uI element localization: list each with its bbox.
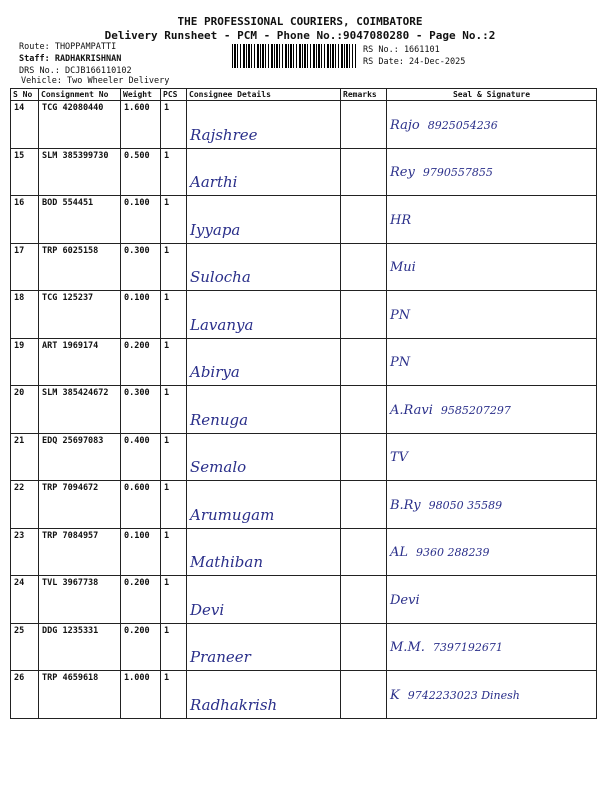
- remarks-cell: [341, 671, 387, 719]
- sno-cell: 17: [11, 243, 39, 291]
- consignee-cell: Mathiban: [187, 528, 341, 576]
- pcs-cell: 1: [161, 148, 187, 196]
- signature-mark: Devi: [390, 592, 420, 608]
- consignee-cell: Lavanya: [187, 291, 341, 339]
- weight-cell: 1.600: [121, 101, 161, 149]
- column-header-consignee: Consignee Details: [187, 89, 341, 101]
- consignee-cell: Renuga: [187, 386, 341, 434]
- pcs-cell: 1: [161, 386, 187, 434]
- consignment-cell: EDQ 25697083: [39, 433, 121, 481]
- signature-mark: TV: [390, 450, 409, 466]
- table-row: [11, 101, 597, 149]
- consignment-cell: TRP 6025158: [39, 243, 121, 291]
- pcs-cell: 1: [161, 671, 187, 719]
- table-row: [11, 528, 597, 576]
- pcs-cell: 1: [161, 623, 187, 671]
- table-row: [11, 196, 597, 244]
- consignee-cell: Praneer: [187, 623, 341, 671]
- weight-cell: 0.100: [121, 528, 161, 576]
- consignment-cell: DDG 1235331: [39, 623, 121, 671]
- consignment-cell: TRP 7094672: [39, 481, 121, 529]
- signature-cell: [387, 528, 597, 576]
- signature-cell: [387, 671, 597, 719]
- remarks-cell: [341, 101, 387, 149]
- signature-mark: B.Ry: [390, 497, 421, 513]
- remarks-cell: [341, 481, 387, 529]
- consignment-cell: TRP 7084957: [39, 528, 121, 576]
- sno-cell: 19: [11, 338, 39, 386]
- remarks-cell: [341, 243, 387, 291]
- signature-phone: 7397192671: [432, 641, 503, 655]
- table-header-row: [11, 89, 597, 101]
- signature-mark: K: [390, 687, 400, 703]
- vehicle-label: Vehicle: Two Wheeler Delivery: [21, 76, 170, 86]
- table-row: [11, 671, 597, 719]
- weight-cell: 0.400: [121, 433, 161, 481]
- company-name: THE PROFESSIONAL COURIERS, COIMBATORE: [177, 15, 423, 28]
- signature-mark: Rajo: [390, 117, 420, 133]
- table-row: [11, 576, 597, 624]
- signature-phone: 98050 35589: [428, 498, 503, 512]
- remarks-cell: [341, 196, 387, 244]
- pcs-cell: 1: [161, 481, 187, 529]
- signature-cell: [387, 386, 597, 434]
- rs-number: RS No.: 1661101: [363, 45, 440, 55]
- remarks-cell: [341, 576, 387, 624]
- table-row: [11, 148, 597, 196]
- signature-mark: M.M.: [390, 640, 425, 656]
- sno-cell: 15: [11, 148, 39, 196]
- consignment-cell: TRP 4659618: [39, 671, 121, 719]
- pcs-cell: 1: [161, 243, 187, 291]
- consignment-cell: TCG 125237: [39, 291, 121, 339]
- consignment-cell: SLM 385399730: [39, 148, 121, 196]
- signature-mark: Rey: [390, 165, 415, 181]
- consignment-cell: BOD 554451: [39, 196, 121, 244]
- sno-cell: 16: [11, 196, 39, 244]
- sno-cell: 26: [11, 671, 39, 719]
- signature-cell: [387, 101, 597, 149]
- sno-cell: 22: [11, 481, 39, 529]
- weight-cell: 0.100: [121, 291, 161, 339]
- pcs-cell: 1: [161, 338, 187, 386]
- remarks-cell: [341, 291, 387, 339]
- remarks-cell: [341, 148, 387, 196]
- remarks-cell: [341, 386, 387, 434]
- weight-cell: 0.200: [121, 623, 161, 671]
- pcs-cell: 1: [161, 291, 187, 339]
- signature-mark: HR: [390, 212, 412, 228]
- column-header-signature: Seal & Signature: [387, 89, 597, 101]
- consignee-cell: Aarthi: [187, 148, 341, 196]
- signature-cell: [387, 291, 597, 339]
- staff-label: Staff: RADHAKRISHNAN: [19, 54, 122, 64]
- table-row: [11, 291, 597, 339]
- runsheet-table: [10, 88, 597, 719]
- signature-cell: [387, 148, 597, 196]
- sno-cell: 25: [11, 623, 39, 671]
- table-row: [11, 243, 597, 291]
- table-row: [11, 623, 597, 671]
- weight-cell: 0.300: [121, 386, 161, 434]
- sno-cell: 18: [11, 291, 39, 339]
- consignment-cell: SLM 385424672: [39, 386, 121, 434]
- rs-date: RS Date: 24-Dec-2025: [363, 57, 466, 67]
- sno-cell: 23: [11, 528, 39, 576]
- pcs-cell: 1: [161, 101, 187, 149]
- signature-cell: [387, 433, 597, 481]
- signature-phone: 9742233023 Dinesh: [407, 688, 520, 702]
- drs-number: DRS No.: DCJB166110102: [19, 66, 132, 76]
- signature-cell: [387, 243, 597, 291]
- column-header-weight: Weight: [121, 89, 161, 101]
- signature-mark: Mui: [390, 260, 416, 276]
- sno-cell: 24: [11, 576, 39, 624]
- barcode-image: [232, 44, 356, 68]
- consignee-cell: Iyyapa: [187, 196, 341, 244]
- remarks-cell: [341, 623, 387, 671]
- consignment-cell: ART 1969174: [39, 338, 121, 386]
- consignment-cell: TCG 42080440: [39, 101, 121, 149]
- remarks-cell: [341, 433, 387, 481]
- pcs-cell: 1: [161, 528, 187, 576]
- table-row: [11, 338, 597, 386]
- consignee-cell: Abirya: [187, 338, 341, 386]
- weight-cell: 0.300: [121, 243, 161, 291]
- consignee-cell: Rajshree: [187, 101, 341, 149]
- weight-cell: 0.500: [121, 148, 161, 196]
- sno-cell: 21: [11, 433, 39, 481]
- signature-phone: 9585207297: [440, 403, 511, 417]
- pcs-cell: 1: [161, 433, 187, 481]
- signature-cell: [387, 481, 597, 529]
- table-row: [11, 386, 597, 434]
- column-header-pcs: PCS: [161, 89, 187, 101]
- weight-cell: 0.200: [121, 576, 161, 624]
- runsheet-subtitle: Delivery Runsheet - PCM - Phone No.:9047080280 - Page No.:2: [104, 29, 496, 42]
- signature-cell: [387, 576, 597, 624]
- sno-cell: 14: [11, 101, 39, 149]
- signature-cell: [387, 623, 597, 671]
- pcs-cell: 1: [161, 576, 187, 624]
- weight-cell: 0.600: [121, 481, 161, 529]
- signature-phone: 9360 288239: [416, 546, 490, 560]
- column-header-sno: S No: [11, 89, 39, 101]
- signature-phone: 8925054236: [427, 118, 498, 132]
- table-row: [11, 481, 597, 529]
- signature-cell: [387, 196, 597, 244]
- sno-cell: 20: [11, 386, 39, 434]
- table-row: [11, 433, 597, 481]
- weight-cell: 0.100: [121, 196, 161, 244]
- signature-mark: AL: [390, 545, 409, 561]
- signature-mark: PN: [390, 355, 411, 371]
- route-label: Route: THOPPAMPATTI: [19, 42, 117, 52]
- consignee-cell: Devi: [187, 576, 341, 624]
- consignee-cell: Semalo: [187, 433, 341, 481]
- signature-phone: 9790557855: [422, 166, 493, 180]
- consignee-cell: Sulocha: [187, 243, 341, 291]
- pcs-cell: 1: [161, 196, 187, 244]
- consignee-cell: Arumugam: [187, 481, 341, 529]
- column-header-remarks: Remarks: [341, 89, 387, 101]
- consignee-cell: Radhakrish: [187, 671, 341, 719]
- consignment-cell: TVL 3967738: [39, 576, 121, 624]
- signature-mark: A.Ravi: [390, 402, 433, 418]
- weight-cell: 0.200: [121, 338, 161, 386]
- remarks-cell: [341, 528, 387, 576]
- column-header-consignment: Consignment No: [39, 89, 121, 101]
- signature-cell: [387, 338, 597, 386]
- weight-cell: 1.000: [121, 671, 161, 719]
- remarks-cell: [341, 338, 387, 386]
- signature-mark: PN: [390, 307, 411, 323]
